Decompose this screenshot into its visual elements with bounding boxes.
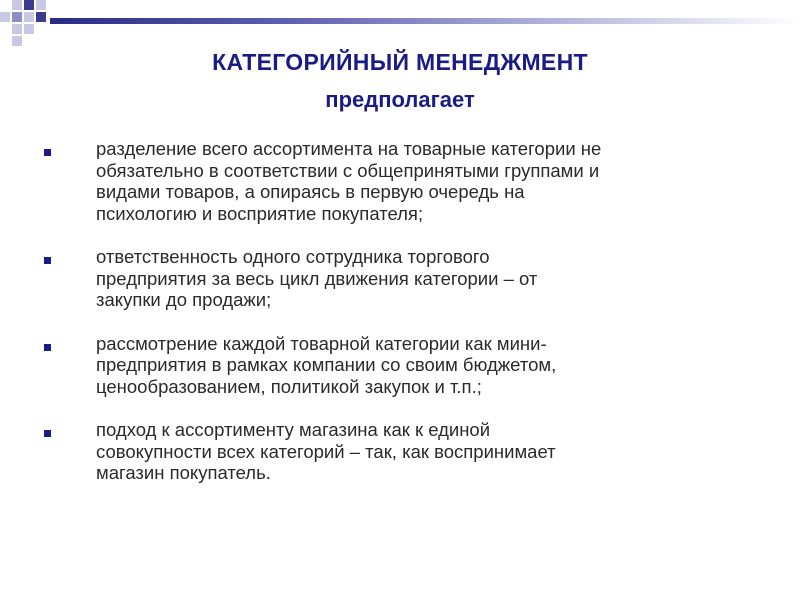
decor-square <box>12 36 22 46</box>
square-bullet-icon <box>44 149 51 156</box>
bullet-text: разделение всего ассортимента на товарные категории не обязательно в соответствии с общепринятыми группами и видами товаров, а опираясь в первую очередь на психологию и восприятие покупателя; <box>96 138 602 224</box>
decor-square <box>36 0 46 10</box>
bullet-list <box>40 138 780 506</box>
slide-subtitle: предполагает <box>325 87 475 112</box>
square-bullet-icon <box>44 257 51 264</box>
bullet-item <box>40 333 780 398</box>
square-bullet-icon <box>44 430 51 437</box>
bullet-text: рассмотрение каждой товарной категории как мини- предприятия в рамках компании со своим бюджетом, ценообразованием, политикой закупок и т.п.; <box>96 332 557 397</box>
bullet-item <box>40 138 780 224</box>
decor-square <box>24 0 34 10</box>
decor-square <box>12 24 22 34</box>
decorative-squares <box>0 0 60 50</box>
square-bullet-icon <box>44 344 51 351</box>
bullet-text: ответственность одного сотрудника торгового предприятия за весь цикл движения категории – от закупки до продажи; <box>96 246 538 310</box>
slide-title: КАТЕГОРИЙНЫЙ МЕНЕДЖМЕНТ <box>212 49 588 75</box>
decor-square <box>0 12 10 22</box>
decor-square <box>24 24 34 34</box>
decor-square <box>36 12 46 22</box>
decor-square <box>24 12 34 22</box>
bullet-item <box>40 419 780 484</box>
bullet-text: подход к ассортименту магазина как к единой совокупности всех категорий – так, как воспринимает магазин покупатель. <box>96 419 556 483</box>
decor-square <box>12 12 22 22</box>
decor-square <box>12 0 22 10</box>
bullet-item <box>40 246 780 311</box>
header-gradient-bar <box>50 18 800 24</box>
